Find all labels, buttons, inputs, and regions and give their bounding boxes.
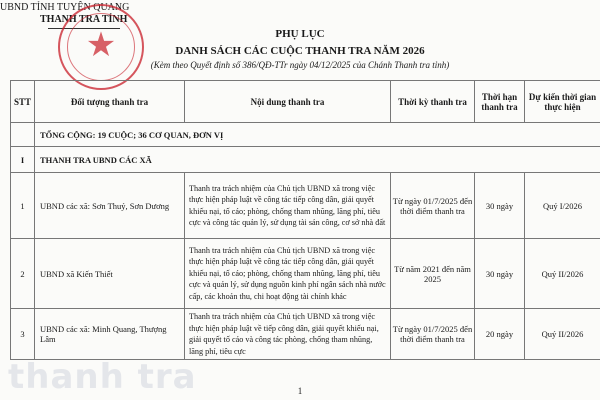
- section-row: [11, 147, 600, 173]
- header-period: Thời kỳ thanh tra: [391, 81, 475, 123]
- header-content: Nội dung thanh tra: [185, 81, 391, 123]
- header-duration: Thời hạn thanh tra: [475, 81, 525, 123]
- row-stt: 3: [11, 309, 35, 360]
- document-subtitle: (Kèm theo Quyết định số 386/QĐ-TTr ngày 04/12/2025 của Chánh Thanh tra tỉnh): [150, 60, 450, 70]
- row-subject: UBND các xã: Minh Quang, Thượng Lâm: [35, 309, 185, 360]
- header-stt: STT: [11, 81, 35, 123]
- row-period: Từ năm 2021 đến năm 2025: [391, 239, 475, 309]
- row-duration: 20 ngày: [475, 309, 525, 360]
- row-duration: 30 ngày: [475, 239, 525, 309]
- section-title: THANH TRA UBND CÁC XÃ: [35, 147, 600, 173]
- row-period: Từ ngày 01/7/2025 đến thời điểm thanh tra: [391, 309, 475, 360]
- header-subject: Đối tượng thanh tra: [35, 81, 185, 123]
- summary-row: [11, 123, 600, 147]
- table-header-row: [11, 81, 600, 123]
- seal-star-icon: ★: [85, 25, 117, 65]
- table-row: [11, 309, 600, 360]
- row-content: Thanh tra trách nhiệm của Chủ tịch UBND xã trong việc thực hiện pháp luật về công tác tiếp công dân, giải quyết khiếu nại, tố cáo; phòng, chống tham nhũng, lãng phí, tiêu cực và công tác quản lý, sử dụng tài sản công, cơ sở nhà đất: [185, 173, 391, 239]
- row-stt: 2: [11, 239, 35, 309]
- row-period: Từ ngày 01/7/2025 đến thời điểm thanh tra: [391, 173, 475, 239]
- document-title: DANH SÁCH CÁC CUỘC THANH TRA NĂM 2026: [175, 45, 425, 57]
- appendix-label: PHỤ LỤC: [275, 28, 325, 40]
- table-row: [11, 173, 600, 239]
- table-row: [11, 239, 600, 309]
- inspection-table: [10, 80, 600, 360]
- row-expected: Quý I/2026: [525, 173, 600, 239]
- row-expected: Quý II/2026: [525, 309, 600, 360]
- page-number: 1: [297, 386, 303, 396]
- row-content: Thanh tra trách nhiệm của Chủ tịch UBND xã trong việc thực hiện pháp luật về công tác tiếp công dân, giải quyết khiếu nại, tố cáo; phòng, chống tham nhũng, lãng phí, tiêu cực và quản lý, sử dụng nguồn kinh phí ngân sách nhà nước cấp, các khoản thu, chi hoạt động tài chính khác: [185, 239, 391, 309]
- row-content: Thanh tra trách nhiệm của Chủ tịch UBND xã trong việc thực hiện pháp luật về tiếp công dân, giải quyết khiếu nại, giải quyết tố cáo và công tác phòng, chống tham nhũng, lãng phí, tiêu cực: [185, 309, 391, 360]
- header-expected: Dự kiến thời gian thực hiện: [525, 81, 600, 123]
- org-line-1: UBND TỈNH TUYÊN QUANG: [0, 2, 130, 13]
- section-number: I: [11, 147, 35, 173]
- summary-text: TỔNG CỘNG: 19 CUỘC; 36 CƠ QUAN, ĐƠN VỊ: [35, 123, 600, 147]
- row-subject: UBND các xã: Sơn Thuỷ, Sơn Dương: [35, 173, 185, 239]
- row-duration: 30 ngày: [475, 173, 525, 239]
- row-stt: 1: [11, 173, 35, 239]
- watermark-logo: thanh tra: [8, 357, 197, 397]
- org-line-2: THANH TRA TỈNH: [40, 14, 128, 25]
- row-subject: UBND xã Kiến Thiết: [35, 239, 185, 309]
- row-expected: Quý II/2026: [525, 239, 600, 309]
